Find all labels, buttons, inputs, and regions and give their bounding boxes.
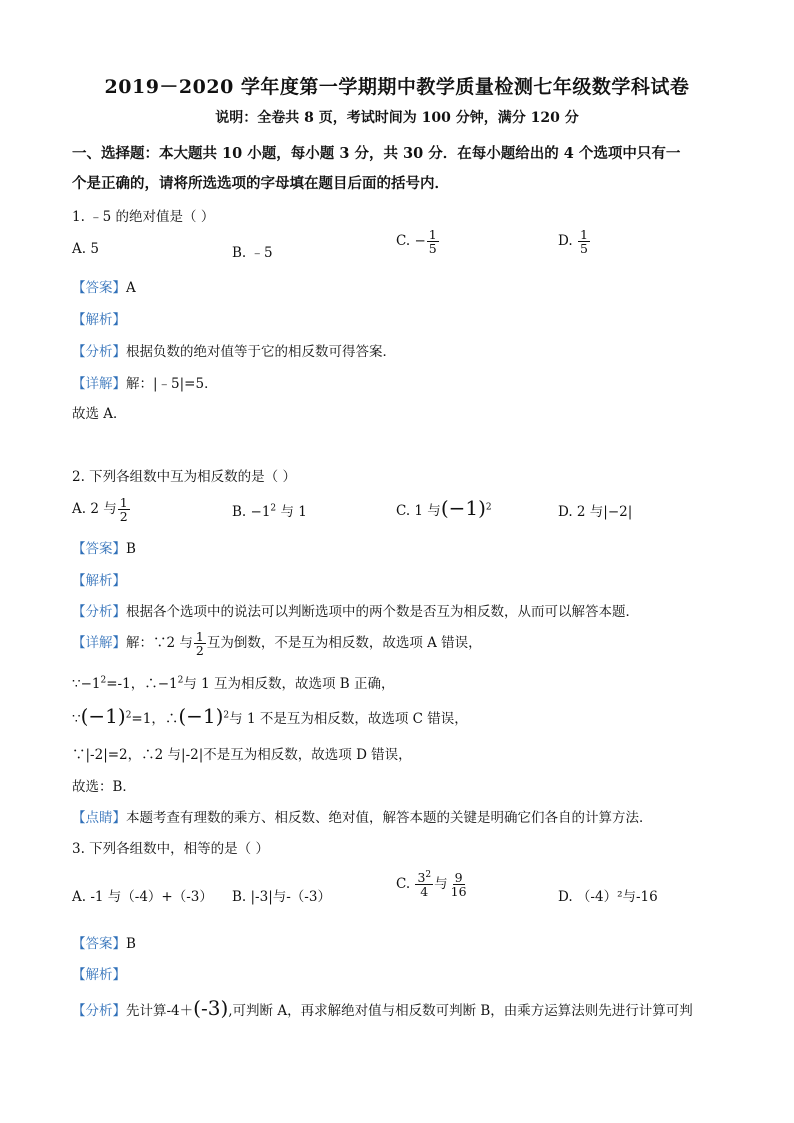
- q1-detail: 【详解】解：|﹣5|=5．: [72, 376, 218, 392]
- q1-analysis: 【分析】根据负数的绝对值等于它的相反数可得答案．: [72, 344, 396, 360]
- section-heading-line2: 个是正确的，请将所选选项的字母填在题目后面的括号内．: [72, 175, 449, 192]
- q2-answer: 【答案】B: [72, 541, 136, 557]
- q2-option-b: B. $-1^2$ 与 1: [232, 503, 307, 520]
- q1-option-d-fraction: $\frac{1}{5}$: [579, 227, 588, 257]
- q2-detail-1: 【详解】解：∵2 与 $\frac{1}{2}$ 互为倒数，不是互为相反数，故选项 A 错误，: [72, 629, 482, 659]
- page-title: 2019－2020 学年度第一学期期中教学质量检测七年级数学科试卷: [104, 76, 690, 98]
- q2-comment: 【点睛】本题考查有理数的乘方、相反数、绝对值，解答本题的关键是明确它们各自的计算方法．: [72, 810, 653, 826]
- q2-detail-fraction: $\frac{1}{2}$: [195, 629, 204, 659]
- q2-analysis: 【分析】根据各个选项中的说法可以判断选项中的两个数是否互为相反数，从而可以解答本题．: [72, 604, 639, 620]
- q3-option-c-fraction-2: $\frac{9}{16}$: [450, 870, 467, 900]
- q2-detail-4: ∵|-2|=2，∴2 与|-2|不是互为相反数，故选项 D 错误，: [72, 747, 412, 763]
- q2-option-c: C. 1 与$(-1)^2$: [396, 496, 492, 520]
- q1-option-d: D. $\frac{1}{5}$: [558, 227, 588, 257]
- q3-answer: 【答案】B: [72, 936, 136, 952]
- q2-conclusion: 故选：B．: [72, 779, 136, 795]
- section-heading-line1: 一、选择题：本大题共 10 小题，每小题 3 分，共 30 分．在每小题给出的 4 个选项中只有一: [72, 145, 681, 162]
- q1-stem: 1. ﹣5 的绝对值是（ ）: [72, 209, 215, 225]
- q2-detail-3: $\because(-1)^2=1$，$\therefore(-1)^2$与 1 不是互为相反数，故选项 C 错误，: [72, 704, 468, 728]
- q2-option-a: A. 2 与 $\frac{1}{2}$: [72, 495, 128, 525]
- q3-option-c-fraction-1: $\frac{3^2}{4}$: [417, 870, 432, 900]
- q3-stem: 3. 下列各组数中，相等的是（ ）: [72, 841, 269, 857]
- q2-stem: 2. 下列各组数中互为相反数的是（ ）: [72, 469, 296, 485]
- q1-option-c-fraction: $\frac{1}{5}$: [428, 227, 437, 257]
- q1-option-a: A. 5: [72, 241, 99, 257]
- q3-option-b: B. |-3|与-（-3）: [232, 889, 331, 905]
- q1-conclusion: 故选 A．: [72, 406, 127, 422]
- q2-analysis-heading: 【解析】: [72, 573, 126, 589]
- q1-answer: 【答案】A: [72, 280, 136, 296]
- q2-option-a-fraction: $\frac{1}{2}$: [119, 495, 128, 525]
- q1-option-b: B. ﹣5: [232, 245, 273, 261]
- q3-analysis: 【分析】先计算-4＋(-3),可判断 A，再求解绝对值与相反数可判断 B，由乘方运算法则先进行计算可判: [72, 996, 693, 1020]
- q3-analysis-heading: 【解析】: [72, 967, 126, 983]
- q2-option-d: D. 2 与|−2|: [558, 504, 633, 520]
- q2-detail-2: $\because-1^2=-1$，$\therefore-1^2$与 1 互为相反数，故选项 B 正确，: [72, 675, 395, 692]
- q1-option-c: C. − $\frac{1}{5}$: [396, 227, 437, 257]
- q1-analysis-heading: 【解析】: [72, 312, 126, 328]
- exam-instructions: 说明：全卷共 8 页，考试时间为 100 分钟，满分 120 分: [215, 110, 579, 126]
- q3-option-c: C. $\frac{3^2}{4}$ 与 $\frac{9}{16}$: [396, 870, 467, 900]
- q3-option-a: A. -1 与（-4）+（-3）: [72, 889, 213, 905]
- q3-option-d: D. （-4）²与-16: [558, 889, 658, 905]
